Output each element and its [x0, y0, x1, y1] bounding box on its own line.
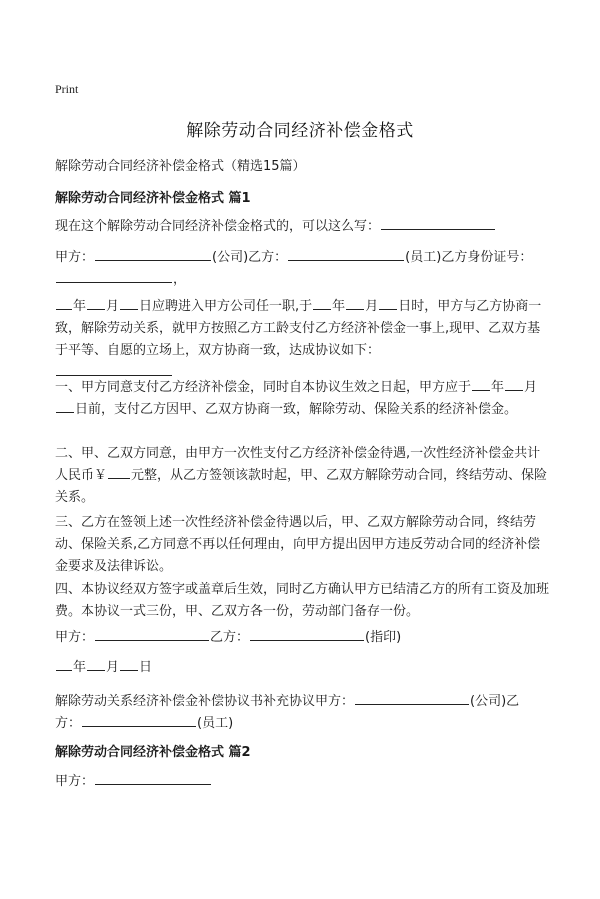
section2-heading: 解除劳动合同经济补偿金格式 篇2	[55, 745, 251, 760]
clause-2-text: 元整，从乙方签领该款时起，甲、乙双方解除劳动合同，终结劳动、保险关系。	[55, 468, 548, 505]
blank-line	[56, 269, 172, 283]
blank-line	[346, 296, 364, 310]
clause-3: 三、乙方在签领上述一次性经济补偿金待遇以后，甲、乙双方解除劳动合同，终结劳动、保险关系,乙方同意不再以任何理由，向甲方提出因甲方违反劳动合同的经济补偿金要求及法律诉讼。	[55, 515, 541, 574]
blank-line	[288, 247, 404, 261]
blank-line	[95, 247, 211, 261]
year-label: 年	[73, 299, 87, 314]
document-title: 解除劳动合同经济补偿金格式	[186, 121, 414, 141]
clause-1-text: 一、甲方同意支付乙方经济补偿金，同时自本协议生效之日起，甲方应于	[55, 380, 472, 395]
section2-parties	[55, 771, 551, 793]
document-subtitle: 解除劳动合同经济补偿金格式（精选15篇）	[55, 159, 306, 174]
blank-line	[87, 296, 105, 310]
blank-line	[505, 377, 523, 391]
blank-line	[56, 399, 74, 413]
supplement-text: 解除劳动关系经济补偿金补偿协议书补充协议甲方：	[55, 694, 355, 709]
jia-label: 甲方：	[55, 250, 95, 265]
day-label: 日	[139, 660, 153, 675]
employee-id-label: (员工)乙方身份证号：	[405, 250, 533, 265]
supplement-company: (公司)乙	[470, 694, 520, 709]
blank-line	[120, 296, 138, 310]
month-label: 月	[365, 299, 379, 314]
clause-2-text: 二、甲、乙双方同意，由甲方一次性支付乙方经济补偿金待遇,一次性经济补偿金共计人民币￥	[55, 446, 541, 483]
clause-4: 四、本协议经双方签字或盖章后生效，同时乙方确认甲方已结清乙方的所有工资及加班费。本协议一式三份，甲、乙双方各一份，劳动部门备存一份。	[55, 582, 550, 619]
supplement-paragraph	[55, 691, 551, 735]
jia-label: 甲方：	[55, 774, 95, 789]
blank-line	[56, 362, 172, 376]
parties-paragraph	[55, 247, 551, 291]
blank-line	[82, 713, 196, 727]
clause-2	[55, 443, 551, 509]
clause-1	[55, 377, 551, 421]
signature-line	[55, 627, 551, 649]
employment-text: 日时，甲方与乙方协	[398, 299, 516, 314]
month-label: 月	[106, 660, 120, 675]
blank-line	[379, 296, 397, 310]
year-label: 年	[332, 299, 346, 314]
fingerprint-label: (指印)	[365, 630, 402, 645]
blank-line	[313, 296, 331, 310]
supplement-text: 方：	[55, 716, 82, 731]
year-label: 年	[73, 660, 87, 675]
print-link[interactable]: Print	[55, 82, 79, 96]
clause-1-end: 。	[504, 402, 518, 417]
blank-line	[250, 627, 364, 641]
intro-paragraph	[55, 216, 551, 238]
blank-line	[95, 771, 211, 785]
month-label: 月	[106, 299, 120, 314]
blank-line	[108, 465, 130, 479]
blank-line	[95, 627, 209, 641]
blank-line	[355, 691, 469, 705]
company-label: (公司)乙方：	[212, 250, 288, 265]
clause-1-text: 日前，支付乙方因甲、乙双方协商一致，解除劳动、保险关系的经济补偿金	[75, 402, 505, 417]
parties-end: ，	[173, 272, 187, 287]
employment-text-rest: 商一致，解除劳动关系，就甲方按照乙方工龄支付乙方经济补偿金一事上,现甲、乙双方基于平等、自愿的立场上，双方协商一致，达成协议如下：	[55, 299, 542, 358]
blank-line	[120, 657, 138, 671]
supplement-employee: (员工)	[197, 716, 234, 731]
blank-line	[56, 657, 72, 671]
employment-paragraph	[55, 296, 551, 384]
intro-text: 现在这个解除劳动合同经济补偿金格式的，可以这么写：	[55, 219, 381, 234]
yi-signature-label: 乙方：	[210, 630, 250, 645]
blank-line	[87, 657, 105, 671]
blank-line	[381, 216, 495, 230]
month-label: 月	[524, 380, 538, 395]
section1-heading: 解除劳动合同经济补偿金格式 篇1	[55, 191, 251, 206]
jia-signature-label: 甲方：	[55, 630, 95, 645]
blank-line	[472, 377, 490, 391]
employment-text: 日应聘进入甲方公司任一职,于	[139, 299, 313, 314]
year-label: 年	[491, 380, 505, 395]
blank-line	[56, 296, 72, 310]
date-line	[55, 657, 551, 679]
